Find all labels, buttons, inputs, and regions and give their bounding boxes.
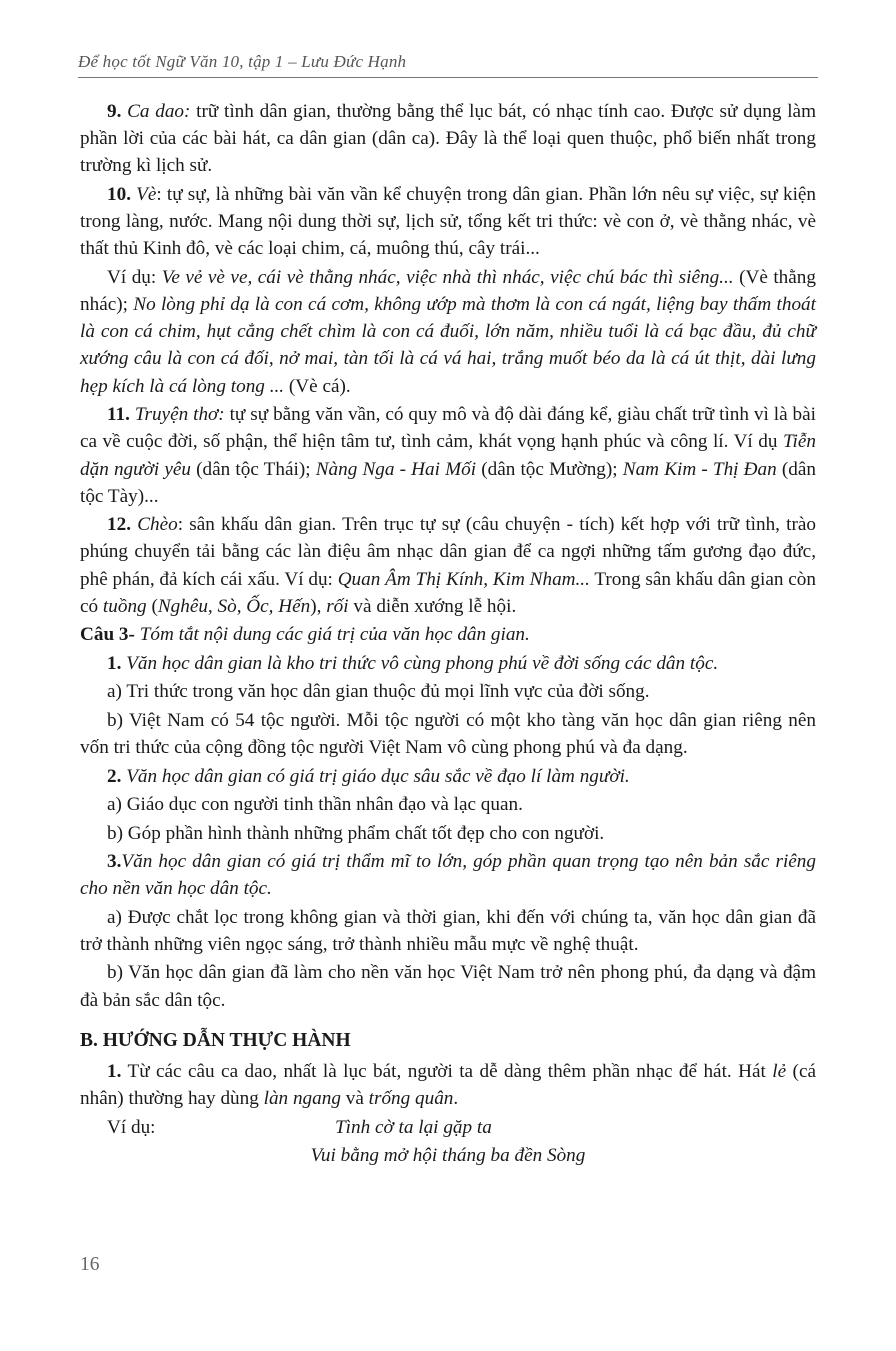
running-header: Để học tốt Ngữ Văn 10, tập 1 – Lưu Đức Hạnh — [78, 52, 407, 71]
point-heading: Văn học dân gian có giá trị thẩm mĩ to lớn, góp phần quan trọng tạo nên bản sắc riêng cho nền văn học dân tộc. — [80, 851, 816, 900]
example-quote: Ve vẻ vè ve, cái vè thằng nhác, việc nhà thì nhác, việc chú bác thì siêng... — [161, 266, 734, 288]
summary-point-1 — [80, 650, 816, 677]
term: Chèo — [137, 514, 178, 536]
section-b-title: B. HƯỚNG DẪN THỰC HÀNH — [80, 1029, 351, 1051]
work-title: Nghêu, Sò, Ốc, Hến — [157, 595, 311, 617]
paragraph-truyen-tho — [80, 401, 816, 510]
question-3 — [80, 621, 816, 648]
paragraph-text: tự sự bằng văn vần, có quy mô và độ dài đáng kể, giàu chất trữ tình vì là bài ca về cuộc đời, số phận, thể hiện tâm tư, tình cảm, khát vọng hạnh phúc và công lí. Ví dụ — [80, 404, 816, 453]
example-source: (Vè thằng nhác); — [80, 266, 816, 316]
summary-point-3 — [80, 848, 816, 902]
summary-point-3a: a) Được chắt lọc trong không gian và thời gian, khi đến với chúng ta, văn học dân gian đã trở thành những viên ngọc sáng, trở thành nhiều mẫu mực về nghệ thuật. — [80, 906, 816, 955]
paragraph-ca-dao — [80, 98, 816, 180]
paragraph-text: (dân tộc Mường); — [476, 458, 623, 480]
item-number: 12. — [107, 514, 131, 536]
header-rule — [78, 77, 818, 78]
verse-line-1: Tình cờ ta lại gặp ta — [335, 1116, 492, 1138]
paragraph-cheo — [80, 511, 816, 620]
summary-point-2a: a) Giáo dục con người tinh thần nhân đạo và lạc quan. — [107, 794, 523, 816]
paragraph-text: ), — [310, 595, 327, 617]
paragraph-text: (dân tộc Thái); — [190, 458, 316, 480]
paragraph-ve — [80, 181, 816, 263]
paragraph-text: và — [340, 1088, 369, 1110]
paragraph-text: ( — [146, 595, 158, 617]
example-source: (Vè cá). — [284, 375, 351, 397]
term: Ca dao: — [127, 101, 191, 122]
term: Truyện thơ: — [134, 404, 225, 426]
summary-point-1a: a) Tri thức trong văn học dân gian thuộc đủ mọi lĩnh vực của đời sống. — [107, 681, 650, 703]
item-number: 11. — [107, 404, 130, 426]
summary-point-1b: b) Việt Nam có 54 tộc người. Mỗi tộc người có một kho tàng văn học dân gian riêng nên vốn tri thức của cộng đồng tộc người Việt Nam vô cùng phong phú và đa dạng. — [80, 709, 816, 759]
question-text: Tóm tắt nội dung các giá trị của văn học dân gian. — [134, 624, 530, 646]
summary-point-3b: b) Văn học dân gian đã làm cho nền văn học Việt Nam trở nên phong phú, đa dạng và đậm đà bản sắc dân tộc. — [80, 962, 816, 1011]
point-heading: Văn học dân gian có giá trị giáo dục sâu sắc về đạo lí làm người. — [121, 765, 630, 787]
term: Vè — [136, 183, 157, 205]
summary-point-2 — [80, 763, 816, 790]
practice-point-1 — [80, 1058, 816, 1112]
item-number: 10. — [107, 183, 131, 205]
example-label: Ví dụ: — [107, 266, 162, 288]
example-quote: No lòng phỉ dạ là con cá cơm, không ướp mà thơm là con cá ngát, liệng bay thấm thoát là con cá chim, hụt cẳng chết chìm là con cá đuối, lớn năm, nhiều tuổi là cá bạc đầu, đủ chữ xướng câu là con cá đối, nở mai, tàn tối là cá vá hai, trắng muốt béo da là cá út thịt, dài lưng hẹp kích là cá lòng tong ... — [80, 294, 816, 397]
work-title: Quan Âm Thị Kính, Kim Nham... — [337, 568, 590, 590]
term: trống quân — [368, 1088, 454, 1110]
item-number: 2. — [107, 765, 122, 787]
example-verse-row — [80, 1114, 816, 1142]
work-title: tuồng — [102, 595, 147, 617]
paragraph-text: trữ tình dân gian, thường bằng thể lục bát, có nhạc tính cao. Được sử dụng làm phần lời của các bài hát, ca dân gian (dân ca). Đây là thể loại quen thuộc, phổ biến nhất trong trường kì lịch sử. — [80, 101, 816, 177]
paragraph-text: và diễn xướng lễ hội. — [348, 595, 517, 617]
verse-line-2: Vui bằng mở hội tháng ba đền Sòng — [310, 1144, 586, 1166]
page-number: 16 — [80, 1254, 100, 1275]
work-title: Nam Kim - Thị Đan — [622, 458, 777, 480]
item-number: 3. — [107, 851, 122, 873]
item-number: 1. — [107, 652, 122, 674]
summary-point-2b: b) Góp phần hình thành những phẩm chất tốt đẹp cho con người. — [107, 822, 605, 844]
term: lẻ — [772, 1061, 787, 1083]
paragraph-text: Từ các câu ca dao, nhất là lục bát, người ta dễ dàng thêm phần nhạc để hát. Hát — [121, 1061, 773, 1083]
paragraph-text: : tự sự, là những bài văn vần kể chuyện trong dân gian. Phần lớn nêu sự việc, sự kiện trong làng, nước. Mang nội dung thời sự, lịch sử, tổng kết tri thức: vè con ở, vè thằng nhác, vè thất thủ Kinh đô, vè các loại chim, cá, muông thú, cây trái... — [80, 183, 817, 260]
question-label: Câu 3- — [80, 624, 135, 646]
paragraph-text: (cá nhân) thường hay dùng — [80, 1061, 816, 1110]
term: làn ngang — [263, 1088, 341, 1110]
paragraph-text: Trong sân khấu dân gian còn có — [80, 568, 816, 617]
work-title: Tiễn dặn người yêu — [80, 431, 816, 480]
paragraph-text: . — [453, 1088, 459, 1110]
paragraph-text: (dân tộc Tày)... — [80, 458, 816, 507]
paragraph-ve-example — [80, 264, 816, 400]
work-title: rối — [326, 595, 349, 617]
paragraph-text: : sân khấu dân gian. Trên trục tự sự (câu chuyện - tích) kết hợp với trữ tình, trào phúng chuyển tải bằng các làn điệu âm nhạc dân gian để ca ngợi những tấm gương đạo đức, phê phán, đả kích cái xấu. Ví dụ: — [80, 514, 816, 590]
page-body — [80, 98, 816, 1169]
item-number: 1. — [107, 1061, 122, 1083]
item-number: 9. — [107, 101, 122, 122]
point-heading: Văn học dân gian là kho tri thức vô cùng phong phú về đời sống các dân tộc. — [121, 652, 719, 674]
example-label: Ví dụ: — [107, 1116, 156, 1138]
work-title: Nàng Nga - Hai Mối — [315, 458, 477, 480]
